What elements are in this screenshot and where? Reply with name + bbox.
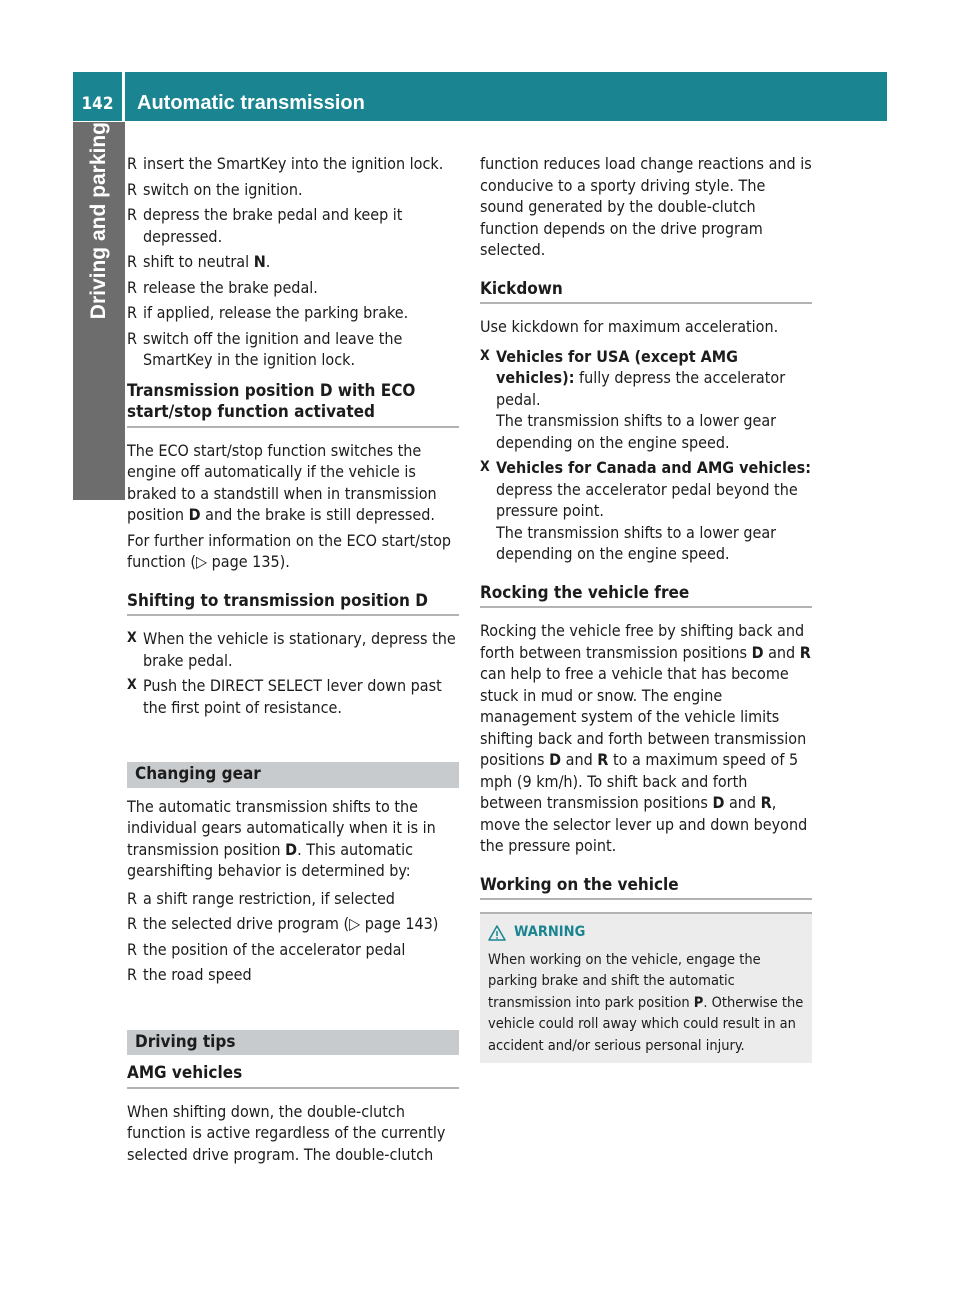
section-driving-tips: Driving tips: [127, 1030, 459, 1056]
list-item: [127, 277, 459, 299]
chapter-title: Automatic transmission: [137, 92, 365, 114]
eco-para-1: The ECO start/stop function switches the engine off automatically if the vehicle is braked to a standstill when in transmission position D and the brake is still depressed.: [127, 440, 437, 524]
side-tab-label: Driving and parking: [87, 122, 110, 320]
right-column: [480, 153, 812, 1063]
list-item-text: the selected drive program (▷ page 143): [143, 914, 439, 933]
rocking-para: Rocking the vehicle free by shifting back and forth between transmission positions D and R can help to free a vehicle that has become stuck in mud or snow. The engine management system of the vehicle limits shifting back and forth between transmission positions D and R to a maximum speed of 5 mph (9 km/h). To shift back and forth between transmission positions D and R, move the selector lever up and down beyond the pressure point.: [480, 621, 811, 855]
list-item-text: depress the brake pedal and keep it depressed.: [143, 205, 403, 246]
step-marker: X: [480, 459, 490, 475]
bullet-marker: R: [127, 328, 137, 348]
warning-triangle-icon: [488, 925, 506, 941]
list-item: [127, 179, 459, 201]
bullet-marker: R: [127, 939, 137, 959]
kickdown-heading: Kickdown: [480, 279, 812, 305]
list-item: [127, 675, 459, 718]
page-header: [73, 72, 887, 121]
list-item-text: Vehicles for Canada and AMG vehicles: depress the accelerator pedal beyond the pressure point. The transmission shifts to a lower gear depending on the engine speed.: [496, 458, 811, 563]
list-item-text: release the brake pedal.: [143, 277, 318, 297]
amg-para: When shifting down, the double-clutch function is active regardless of the currently selected drive program. The double-clutch: [127, 1101, 446, 1164]
bullet-marker: R: [127, 888, 137, 908]
working-heading: Working on the vehicle: [480, 875, 812, 901]
eco-heading: Transmission position D with ECO start/stop function activated: [127, 381, 459, 428]
list-item: [127, 888, 459, 910]
list-item: [127, 153, 459, 175]
bullet-marker: R: [127, 303, 137, 322]
list-item: [480, 457, 812, 565]
list-item-text: switch off the ignition and leave the SmartKey in the ignition lock.: [143, 328, 403, 369]
bullet-marker: R: [127, 205, 137, 224]
list-item: [127, 204, 459, 247]
changing-gear-para: The automatic transmission shifts to the individual gears automatically when it is in transmission position D. This automatic gearshifting behavior is determined by:: [127, 796, 436, 880]
warning-header: [488, 922, 804, 944]
list-item-text: switch on the ignition.: [143, 179, 303, 199]
side-tab: [73, 122, 125, 500]
kickdown-intro: Use kickdown for maximum acceleration.: [480, 317, 779, 336]
section-changing-gear: Changing gear: [127, 762, 459, 788]
list-item: [127, 913, 459, 935]
kickdown-steps: [480, 346, 812, 565]
list-item: [127, 328, 459, 371]
gear-bullets: [127, 888, 459, 986]
bullet-marker: R: [127, 179, 137, 199]
list-item-text: Vehicles for USA (except AMG vehicles): fully depress the accelerator pedal. The transmission shifts to a lower gear depending on the engine speed.: [496, 346, 786, 452]
rocking-heading: Rocking the vehicle free: [480, 583, 812, 609]
list-item-text: When the vehicle is stationary, depress the brake pedal.: [143, 629, 456, 670]
step-marker: X: [127, 630, 137, 646]
shift-steps: [127, 628, 459, 718]
bullet-marker: R: [127, 252, 137, 271]
warning-label: WARNING: [514, 924, 586, 940]
list-item-text: shift to neutral N.: [143, 252, 271, 271]
eco-para-2: For further information on the ECO start/stop function (▷ page 135).: [127, 530, 452, 571]
list-item: [127, 939, 459, 961]
bullet-marker: R: [127, 965, 137, 984]
step-marker: X: [127, 677, 137, 693]
step-marker: X: [480, 347, 490, 364]
list-item: [127, 628, 459, 671]
warning-box: [480, 912, 812, 1063]
page-number: 142: [73, 72, 125, 121]
amg-heading: AMG vehicles: [127, 1063, 459, 1089]
warning-text: When working on the vehicle, engage the parking brake and shift the automatic transmission into park position P. Otherwise the vehicle could roll away which could result in an accident and/or serious personal injury.: [488, 951, 804, 1054]
amg-para-cont: function reduces load change reactions and is conducive to a sporty driving style. The sound generated by the double-clutch function depends on the drive program selected.: [480, 154, 812, 259]
list-item-text: a shift range restriction, if selected: [143, 888, 395, 908]
list-item-text: insert the SmartKey into the ignition lock.: [143, 154, 444, 173]
list-item: [127, 964, 459, 986]
bullet-list-top: [127, 153, 459, 371]
list-item: [480, 346, 812, 454]
list-item-text: Push the DIRECT SELECT lever down past the first point of resistance.: [143, 676, 442, 717]
list-item: [127, 302, 459, 324]
list-item-text: the position of the accelerator pedal: [143, 939, 406, 959]
bullet-marker: R: [127, 914, 137, 933]
bullet-marker: R: [127, 154, 137, 173]
list-item: [127, 251, 459, 273]
list-item-text: the road speed: [143, 965, 252, 984]
bullet-marker: R: [127, 277, 137, 297]
list-item-text: if applied, release the parking brake.: [143, 303, 409, 322]
shift-heading: Shifting to transmission position D: [127, 591, 459, 617]
left-column: [127, 153, 459, 1169]
